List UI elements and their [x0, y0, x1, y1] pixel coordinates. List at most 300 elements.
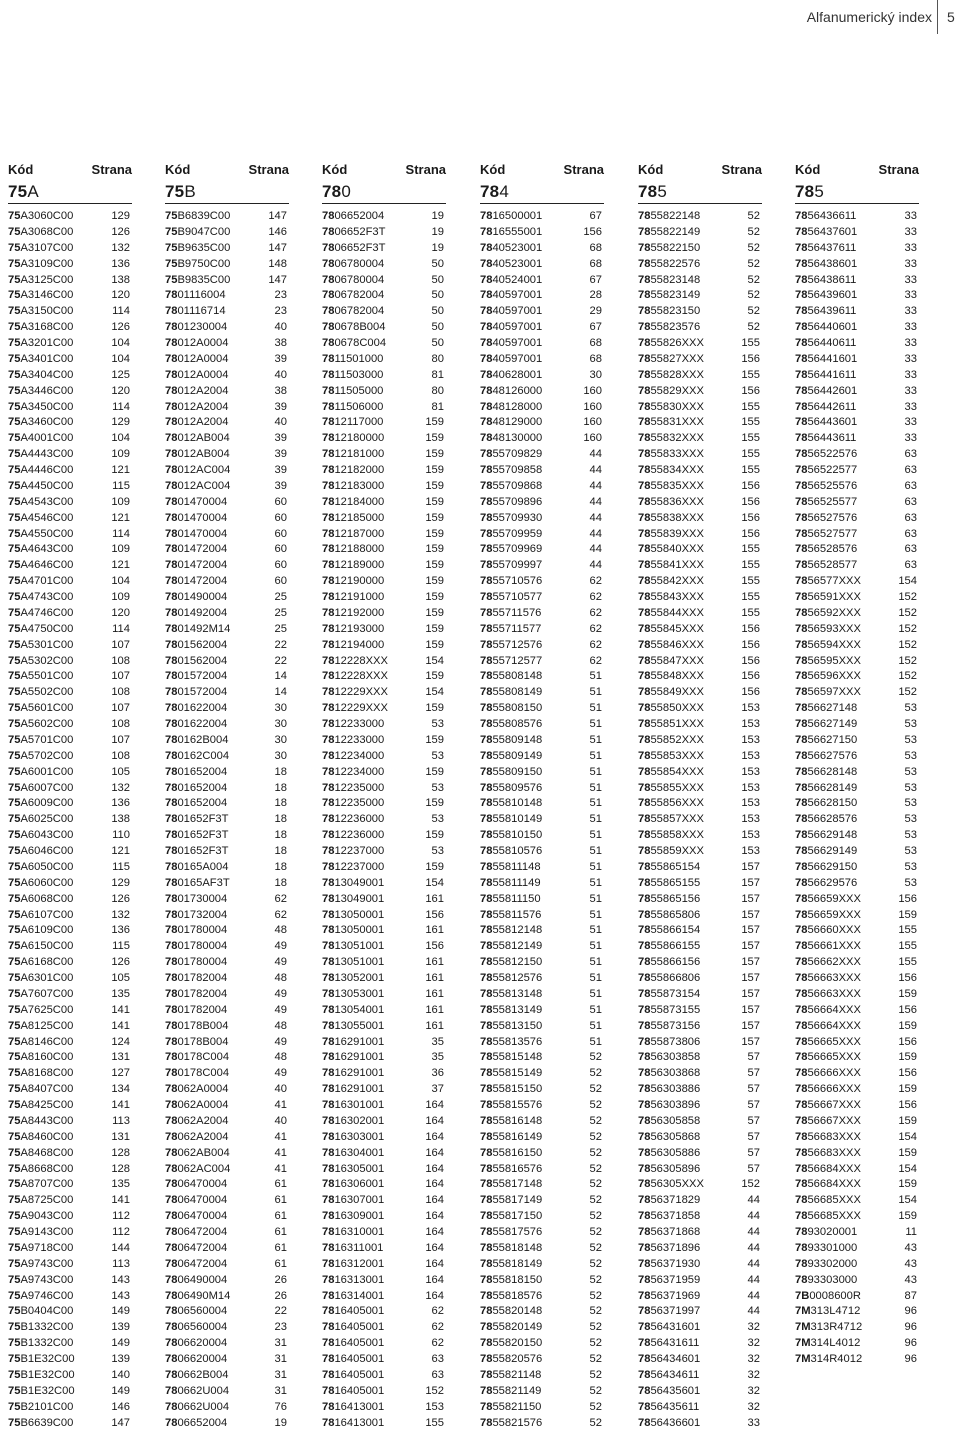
entry-code [165, 590, 227, 606]
entry-code-prefix: 78 [638, 241, 651, 254]
entry-code-prefix: 78 [795, 257, 808, 270]
entry-code-prefix: 78 [795, 718, 808, 730]
index-entry [480, 590, 604, 606]
entry-page: 50 [431, 273, 444, 286]
index-entry [480, 1225, 604, 1241]
entry-code-rest: 06652F3T [334, 241, 386, 254]
index-entry [8, 749, 132, 765]
entry-page: 61 [274, 1178, 287, 1191]
entry-page: 146 [268, 225, 287, 238]
entry-code [322, 923, 384, 939]
entry-code-rest: A8407C00 [20, 1083, 74, 1096]
entry-code-rest: 12187000 [334, 527, 385, 540]
index-entry [165, 336, 289, 352]
entry-code-rest: 55831XXX [650, 416, 704, 429]
entry-page: 49 [274, 940, 287, 953]
index-entry [638, 622, 762, 638]
entry-code [8, 336, 73, 352]
entry-code [480, 733, 542, 749]
entry-code-rest: 55854XXX [650, 765, 704, 778]
entry-page: 33 [904, 432, 917, 445]
entry-code [165, 1304, 227, 1320]
index-entry [480, 384, 604, 400]
entry-page: 49 [274, 956, 287, 969]
entry-code-prefix: 78 [322, 1368, 335, 1381]
entry-code-rest: A7625C00 [20, 1003, 74, 1016]
entry-code-rest: 55811576 [492, 908, 542, 921]
entry-page: 68 [589, 241, 602, 254]
entry-code-prefix: 78 [638, 845, 651, 857]
entry-code-rest: 16405001 [334, 1368, 385, 1381]
entry-code [165, 939, 227, 955]
entry-code-prefix: 78 [638, 1067, 651, 1080]
entry-code-rest: 55836XXX [650, 495, 704, 508]
entry-code [8, 257, 73, 273]
entry-page: 62 [589, 622, 602, 635]
entry-page: 44 [589, 511, 602, 524]
index-entry [322, 257, 446, 273]
entry-page: 139 [111, 1353, 130, 1365]
entry-code-prefix: 75 [8, 1035, 21, 1048]
index-entry [165, 796, 289, 812]
index-entry [638, 336, 762, 352]
entry-code-rest: 12185000 [334, 511, 385, 524]
index-entry [795, 1162, 919, 1178]
entry-page: 154 [898, 1130, 917, 1143]
entry-page: 108 [111, 749, 130, 762]
entry-code-rest: A6068C00 [20, 892, 74, 905]
index-entry [322, 368, 446, 384]
index-entry [795, 352, 919, 368]
entry-code-prefix: 78 [638, 718, 651, 730]
entry-code-prefix: 78 [165, 1146, 178, 1159]
entry-page: 159 [425, 464, 444, 476]
entry-page: 57 [747, 1162, 760, 1175]
index-entry [322, 717, 446, 733]
index-entry [480, 225, 604, 241]
entry-code-prefix: 78 [795, 908, 808, 921]
index-entry [165, 400, 289, 416]
entry-code-rest: 56439611 [807, 305, 857, 318]
entry-page: 62 [589, 575, 602, 588]
entry-code-rest: B0404C00 [20, 1305, 74, 1318]
index-entry [480, 1035, 604, 1051]
entry-code [638, 527, 704, 543]
index-entry [480, 479, 604, 495]
entry-page: 30 [274, 702, 287, 715]
entry-code-rest: 56664XXX [807, 1019, 861, 1032]
index-entry [8, 368, 132, 384]
entry-page: 68 [589, 352, 602, 365]
entry-code-prefix: 75 [8, 940, 21, 953]
entry-code-rest: 56443601 [807, 416, 858, 429]
entry-page: 30 [274, 749, 287, 762]
entry-code-rest: A8460C00 [20, 1130, 74, 1143]
entry-page: 51 [589, 718, 602, 730]
entry-code-prefix: 78 [322, 1400, 335, 1413]
entry-page: 51 [589, 765, 602, 778]
entry-code-rest: 062AC004 [177, 1162, 231, 1175]
entry-code-rest: 56665XXX [807, 1051, 861, 1064]
index-entry [165, 1003, 289, 1019]
entry-code-rest: 56442601 [807, 384, 858, 397]
entry-page: 52 [589, 1162, 602, 1175]
entry-code-prefix: 78 [480, 654, 493, 667]
index-entry [322, 1098, 446, 1114]
index-entry [322, 336, 446, 352]
entry-page: 115 [112, 860, 130, 873]
index-entry [795, 1098, 919, 1114]
index-entry [8, 352, 132, 368]
column-title-suffix: 5 [814, 182, 824, 201]
entry-code-rest: 56591XXX [807, 591, 861, 603]
index-entry [480, 796, 604, 812]
entry-page: 30 [274, 718, 287, 730]
entry-code [638, 1082, 700, 1098]
entry-code [322, 892, 384, 908]
entry-code-prefix: 78 [795, 606, 808, 619]
entry-code-rest: B9750C00 [177, 257, 231, 270]
index-entry [165, 431, 289, 447]
entry-code [480, 701, 542, 717]
entry-page: 50 [431, 337, 444, 349]
index-entry [795, 1352, 919, 1368]
entry-code-prefix: 78 [638, 1162, 651, 1175]
entry-page: 96 [904, 1305, 917, 1318]
entry-page: 125 [111, 368, 130, 381]
index-entry [638, 955, 762, 971]
entry-code [165, 1177, 227, 1193]
entry-code-prefix: 78 [165, 749, 178, 762]
entry-page: 159 [425, 765, 444, 778]
entry-code [165, 1320, 227, 1336]
entry-code-rest: A3450C00 [20, 400, 74, 413]
index-entry [322, 987, 446, 1003]
entry-code-prefix: 78 [638, 1241, 651, 1254]
entry-page: 29 [589, 305, 602, 318]
entry-page: 161 [425, 987, 444, 1000]
column-title [165, 181, 289, 204]
entry-code-rest: 12191000 [334, 591, 385, 603]
entry-code-rest: 0678B004 [334, 321, 386, 334]
entry-code-prefix: 78 [795, 241, 808, 254]
entry-code [165, 923, 227, 939]
entry-page: 51 [589, 749, 602, 762]
index-entry [322, 669, 446, 685]
entry-page: 53 [904, 781, 917, 794]
index-entry [638, 273, 762, 289]
entry-code-prefix: 78 [480, 765, 493, 778]
index-entry [795, 622, 919, 638]
entry-code-rest: 55852XXX [650, 733, 704, 746]
entry-page: 33 [904, 257, 917, 270]
entry-code [165, 1193, 227, 1209]
index-entry [638, 939, 762, 955]
entry-page: 57 [747, 1114, 760, 1127]
entry-page: 63 [904, 511, 917, 524]
index-entry [322, 1273, 446, 1289]
entry-code-rest: 55856XXX [650, 797, 704, 810]
entry-code-prefix: 78 [638, 781, 651, 794]
entry-code-rest: 16312001 [334, 1257, 385, 1270]
entry-code-prefix: 78 [638, 940, 651, 953]
entry-code-rest: 13051001 [334, 940, 385, 953]
entry-code [322, 1225, 384, 1241]
index-entry [795, 860, 919, 876]
entry-code-rest: A4750C00 [20, 622, 74, 635]
entry-code-rest: 55809576 [492, 781, 543, 794]
entry-code-prefix: 75 [8, 575, 21, 588]
entry-code-prefix: 78 [322, 575, 335, 588]
index-entry [8, 400, 132, 416]
entry-page: 52 [589, 1051, 602, 1064]
index-entry [795, 749, 919, 765]
entry-code [8, 654, 73, 670]
entry-code [322, 812, 384, 828]
index-entry [480, 1146, 604, 1162]
entry-page: 107 [111, 702, 130, 715]
page-number: 5 [947, 9, 955, 25]
entry-code-rest: 55873154 [650, 987, 701, 1000]
index-entry [322, 209, 446, 225]
entry-page: 33 [904, 368, 917, 381]
entry-page: 161 [425, 924, 444, 937]
entry-code-prefix: 78 [322, 654, 335, 667]
entry-page: 52 [589, 1368, 602, 1381]
entry-code-prefix: 75 [8, 638, 21, 651]
entry-code-prefix: 78 [480, 1321, 493, 1334]
index-entry [480, 1177, 604, 1193]
entry-code [322, 400, 383, 416]
entry-code-rest: 12234000 [334, 749, 385, 762]
entry-code-prefix: 78 [638, 1194, 651, 1207]
entry-code [165, 1225, 227, 1241]
entry-code [638, 368, 704, 384]
index-entry [322, 955, 446, 971]
entry-page: 51 [589, 781, 602, 794]
entry-code [795, 638, 861, 654]
index-entry [322, 415, 446, 431]
entry-code [480, 606, 541, 622]
entry-code-prefix: 75 [8, 321, 21, 334]
index-entry [795, 1209, 919, 1225]
entry-code-prefix: 78 [795, 1273, 808, 1286]
entry-code-rest: 314R4012 [810, 1353, 863, 1365]
entry-code-rest: 55817148 [492, 1178, 543, 1191]
entry-code-prefix: 75 [8, 670, 21, 683]
entry-page: 31 [274, 1337, 287, 1350]
entry-code-prefix: 75 [8, 1099, 21, 1111]
entry-page: 51 [589, 733, 602, 746]
entry-code [638, 1368, 699, 1384]
entry-code-rest: 16306001 [334, 1178, 385, 1191]
index-entry [322, 384, 446, 400]
entry-code [8, 955, 73, 971]
entry-code-rest: 012A2004 [177, 400, 229, 413]
entry-page: 155 [741, 559, 760, 572]
entry-code-prefix: 75 [8, 400, 21, 413]
entry-code-prefix: 75 [8, 860, 21, 873]
entry-code [795, 463, 857, 479]
entry-page: 135 [111, 987, 130, 1000]
entry-code-prefix: 78 [638, 559, 651, 572]
entry-page: 96 [904, 1353, 917, 1365]
index-entry [795, 876, 919, 892]
entry-code-rest: 0678C004 [334, 337, 387, 349]
entry-page: 11 [905, 1226, 917, 1238]
entry-code-rest: 56371868 [650, 1226, 701, 1238]
entry-code-rest: 01230004 [177, 321, 228, 334]
index-entry [638, 304, 762, 320]
entry-code-prefix: 78 [638, 1321, 651, 1334]
entry-code [638, 1304, 700, 1320]
index-entry [322, 1209, 446, 1225]
entry-code-rest: A8125C00 [20, 1019, 74, 1032]
index-entry [638, 1368, 762, 1384]
entry-page: 48 [274, 1051, 287, 1064]
entry-code-rest: 13054001 [334, 1003, 385, 1016]
entry-page: 25 [274, 606, 287, 619]
entry-code [322, 971, 384, 987]
entry-code [795, 669, 861, 685]
index-entry [8, 733, 132, 749]
entry-code-prefix: 78 [480, 257, 493, 270]
entry-code [795, 622, 861, 638]
entry-code-rest: 55813149 [492, 1003, 543, 1016]
entry-code [480, 1209, 542, 1225]
entry-code-rest: 55816150 [492, 1146, 543, 1159]
entry-code-rest: 12237000 [334, 860, 385, 873]
entry-code-rest: 55847XXX [650, 654, 704, 667]
entry-code-rest: 56629148 [807, 829, 858, 842]
entry-code-prefix: 78 [165, 733, 178, 746]
entry-code-prefix: 78 [480, 797, 493, 810]
entry-page: 52 [747, 305, 760, 318]
entry-code-rest: 40597001 [492, 337, 543, 349]
entry-code [165, 685, 227, 701]
index-entry [795, 336, 919, 352]
index-entry [8, 638, 132, 654]
entry-code-rest: 55808150 [492, 702, 543, 715]
entry-code-prefix: 78 [480, 1337, 493, 1350]
entry-page: 156 [741, 622, 760, 635]
entry-code [322, 955, 384, 971]
column-header [480, 160, 604, 178]
entry-code [8, 542, 73, 558]
index-entry [165, 511, 289, 527]
entry-code-prefix: 78 [480, 1130, 493, 1143]
entry-page: 18 [274, 765, 287, 778]
entry-code [322, 1114, 384, 1130]
entry-code [638, 717, 704, 733]
index-list [480, 209, 604, 1431]
entry-code-prefix: 78 [322, 956, 335, 969]
index-entry [480, 415, 604, 431]
entry-page: 52 [589, 1114, 602, 1127]
entry-page: 138 [111, 813, 130, 826]
entry-code-rest: 56659XXX [807, 892, 861, 905]
entry-page: 140 [111, 1368, 130, 1381]
entry-code-rest: 55822576 [650, 257, 701, 270]
index-entry [795, 273, 919, 289]
entry-page: 35 [431, 1051, 444, 1064]
entry-page: 18 [274, 860, 287, 873]
entry-code-rest: 12233000 [334, 718, 385, 730]
entry-code-prefix: 78 [795, 1051, 808, 1064]
entry-code-rest: 55866806 [650, 972, 701, 984]
entry-code [795, 701, 857, 717]
entry-page: 156 [425, 940, 444, 953]
entry-code-prefix: 78 [165, 368, 178, 381]
entry-code-rest: 56437601 [807, 225, 858, 238]
entry-code-prefix: 78 [795, 1035, 808, 1048]
entry-code-prefix: 78 [322, 1384, 335, 1397]
entry-code-prefix: 75 [8, 1083, 21, 1096]
entry-code [480, 1257, 542, 1273]
entry-code-rest: 55810150 [492, 829, 543, 842]
index-entry [480, 654, 604, 670]
entry-code-rest: 56525577 [807, 495, 858, 508]
entry-code-rest: 01472004 [177, 543, 228, 556]
entry-code-rest: A3060C00 [20, 210, 74, 222]
entry-code-rest: 16291001 [334, 1035, 385, 1048]
entry-page: 51 [589, 829, 602, 842]
index-list [165, 209, 289, 1431]
entry-code-prefix: 78 [638, 368, 651, 381]
entry-page: 108 [111, 686, 130, 699]
entry-code-prefix: 75 [8, 1178, 21, 1191]
index-entry [480, 892, 604, 908]
entry-code [480, 431, 542, 447]
entry-code-prefix: 78 [322, 1130, 335, 1143]
index-entry [165, 812, 289, 828]
index-entry [322, 447, 446, 463]
entry-code-prefix: 78 [795, 543, 808, 556]
index-entry [480, 1209, 604, 1225]
index-entry [638, 225, 762, 241]
entry-code-prefix: 78 [165, 829, 178, 842]
entry-page: 164 [425, 1273, 444, 1286]
entry-code-prefix: 78 [165, 289, 178, 302]
entry-page: 51 [589, 860, 602, 873]
column-title-prefix: 75 [8, 182, 28, 201]
entry-page: 164 [425, 1146, 444, 1159]
entry-page: 61 [274, 1257, 287, 1270]
entry-page: 161 [425, 892, 444, 905]
entry-page: 129 [111, 876, 130, 889]
entry-code [795, 987, 861, 1003]
index-entry [165, 384, 289, 400]
index-entry [8, 892, 132, 908]
index-entry [322, 1003, 446, 1019]
index-entry [638, 1209, 762, 1225]
entry-code-prefix: 75 [8, 495, 21, 508]
index-entry [480, 971, 604, 987]
entry-code-rest: 062A0004 [177, 1083, 229, 1096]
index-entry [8, 812, 132, 828]
entry-code-rest: 16310001 [334, 1226, 385, 1238]
entry-code [165, 1003, 227, 1019]
entry-code-rest: 01652F3T [177, 813, 229, 826]
index-entry [638, 1082, 762, 1098]
entry-code-prefix: 78 [322, 845, 335, 857]
entry-page: 155 [741, 606, 760, 619]
entry-code-prefix: 78 [480, 876, 493, 889]
index-entry [795, 1114, 919, 1130]
entry-page: 67 [589, 273, 602, 286]
entry-page: 76 [274, 1400, 287, 1413]
entry-code-rest: 062A2004 [177, 1114, 229, 1127]
